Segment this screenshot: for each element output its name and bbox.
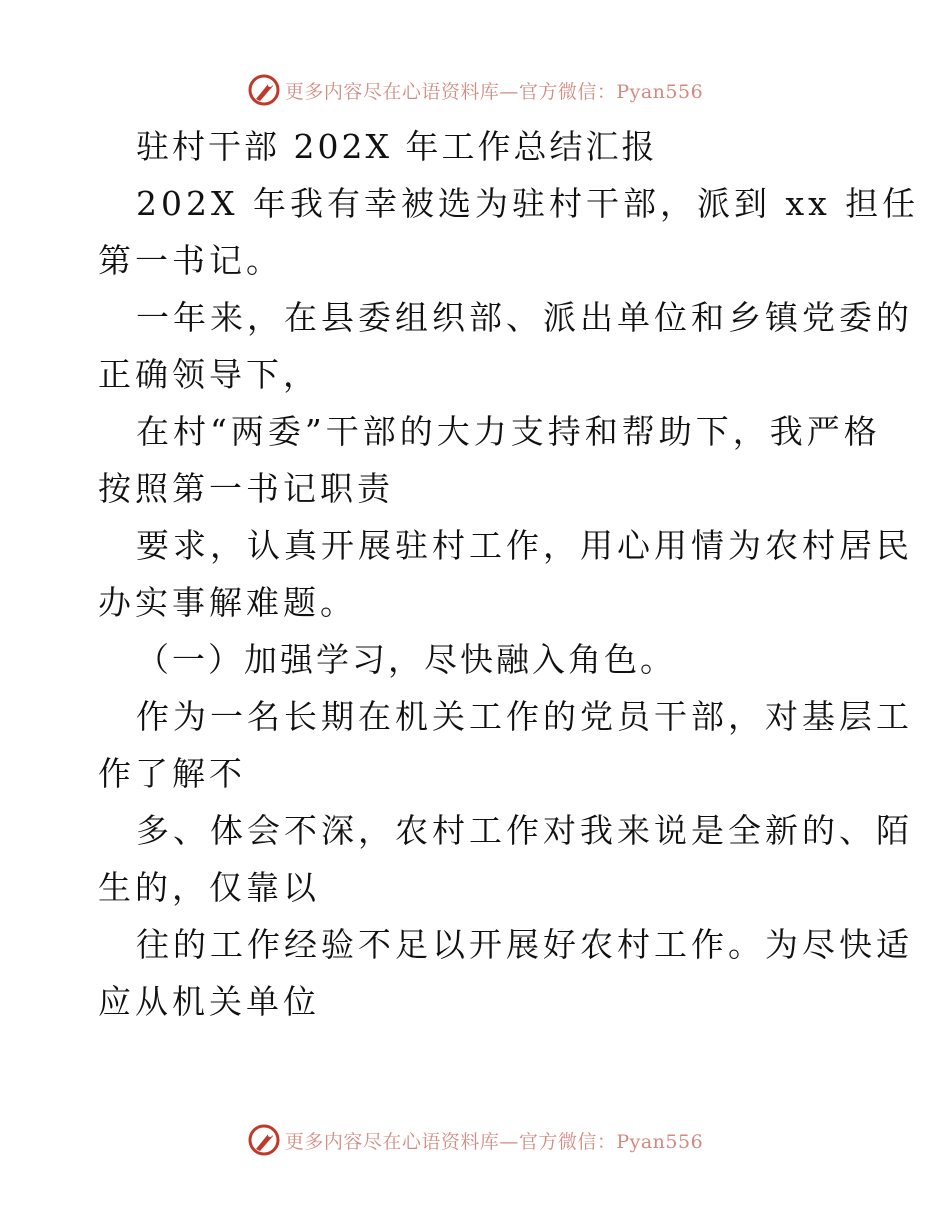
header-banner xyxy=(0,70,950,110)
paragraph-line: 应从机关单位 xyxy=(98,982,320,1021)
paragraph-line: 作了解不 xyxy=(98,754,246,793)
paragraph-line: 生的，仅靠以 xyxy=(98,868,320,907)
paragraph-line: 办实事解难题。 xyxy=(98,583,357,622)
paragraph-line: 要求，认真开展驻村工作，用心用情为农村居民 xyxy=(136,526,913,565)
paragraph-line: 一年来，在县委组织部、派出单位和乡镇党委的 xyxy=(136,298,913,337)
paragraph-line: 作为一名长期在机关工作的党员干部，对基层工 xyxy=(136,697,913,736)
footer-banner xyxy=(0,1120,950,1160)
pen-nib-circle-icon xyxy=(247,1123,281,1157)
paragraph-line: 按照第一书记职责 xyxy=(98,469,394,508)
header-banner-text: 更多内容尽在心语资料库—官方微信：Pyan556 xyxy=(284,80,704,103)
footer-banner-text: 更多内容尽在心语资料库—官方微信：Pyan556 xyxy=(284,1130,704,1153)
paragraph-line: 第一书记。 xyxy=(98,241,283,280)
document-title: 驻村干部 202X 年工作总结汇报 xyxy=(136,127,658,166)
section-heading: （一）加强学习，尽快融入角色。 xyxy=(136,640,676,679)
paragraph-line: 在村“两委”干部的大力支持和帮助下，我严格 xyxy=(136,412,881,451)
paragraph-line: 往的工作经验不足以开展好农村工作。为尽快适 xyxy=(136,925,913,964)
document-body xyxy=(98,118,920,1030)
pen-nib-circle-icon xyxy=(247,73,281,107)
paragraph-line: 正确领导下， xyxy=(98,355,320,394)
paragraph-line: 202X 年我有幸被选为驻村干部，派到 xx 担任 xyxy=(136,184,920,223)
paragraph-line: 多、体会不深，农村工作对我来说是全新的、陌 xyxy=(136,811,913,850)
